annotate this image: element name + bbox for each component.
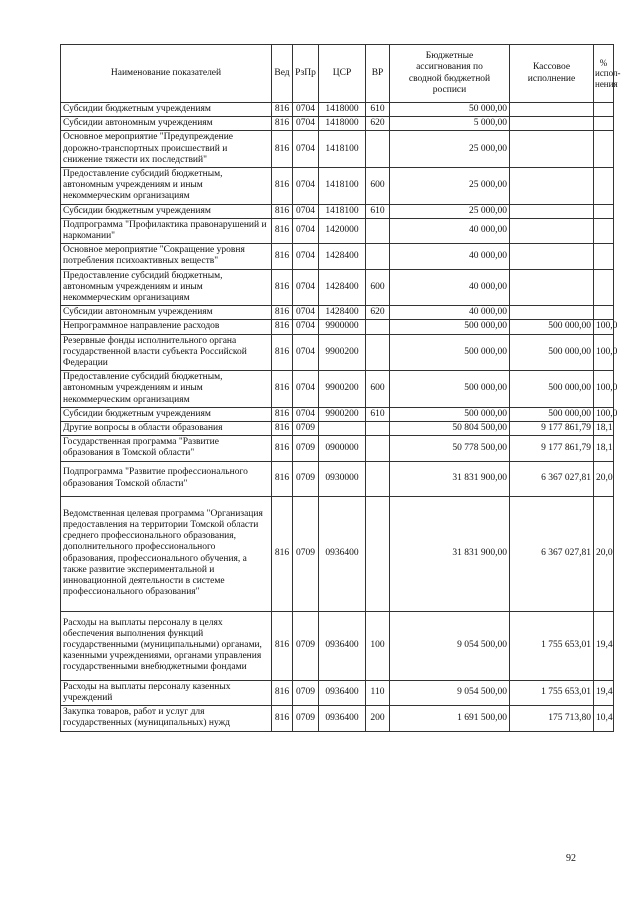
table-row	[61, 204, 614, 218]
cell-pct: 10,4	[594, 706, 614, 731]
cell-vr	[366, 422, 390, 436]
cell-cash: 6 367 027,81	[510, 496, 594, 611]
cell-name: Основное мероприятие "Сокращение уровня потребления психоактивных веществ"	[61, 244, 272, 269]
table-row	[61, 496, 614, 611]
table-row	[61, 407, 614, 421]
cell-rzpr: 0709	[293, 436, 319, 461]
cell-name: Государственная программа "Развитие образования в Томской области"	[61, 436, 272, 461]
cell-name: Другие вопросы в области образования	[61, 422, 272, 436]
cell-cash	[510, 131, 594, 168]
cell-rzpr: 0704	[293, 218, 319, 243]
cell-ved: 816	[272, 611, 293, 680]
cell-rzpr: 0709	[293, 680, 319, 705]
cell-ved: 816	[272, 680, 293, 705]
cell-budget: 25 000,00	[390, 131, 510, 168]
cell-name: Предоставление субсидий бюджетным, автономным учреждениям и иным некоммерческим организациям	[61, 168, 272, 205]
table-row	[61, 117, 614, 131]
header-row	[61, 45, 614, 103]
cell-pct	[594, 269, 614, 306]
cell-cash: 1 755 653,01	[510, 611, 594, 680]
cell-name: Основное мероприятие "Предупреждение дорожно-транспортных происшествий и снижение тяжести их последствий"	[61, 131, 272, 168]
budget-table	[60, 44, 621, 732]
cell-csr: 0936400	[319, 611, 366, 680]
cell-name: Ведомственная целевая программа "Организация предоставления на территории Томской области среднего профессионального образования, дополнительного профессионального образования, профессионального обучения, а также развитие экспериментальной и инновационной деятельности в системе профессионального образования"	[61, 496, 272, 611]
cell-cash	[510, 204, 594, 218]
cell-vr: 610	[366, 204, 390, 218]
cell-budget: 50 804 500,00	[390, 422, 510, 436]
cell-budget: 40 000,00	[390, 244, 510, 269]
cell-pct	[594, 131, 614, 168]
cell-ved: 816	[272, 461, 293, 496]
cell-csr: 1418100	[319, 168, 366, 205]
cell-name: Расходы на выплаты персоналу казенных учреждений	[61, 680, 272, 705]
table-row	[61, 168, 614, 205]
cell-csr: 0930000	[319, 461, 366, 496]
cell-cash: 500 000,00	[510, 371, 594, 408]
table-row	[61, 461, 614, 496]
cell-pct: 19,4	[594, 680, 614, 705]
cell-ved: 816	[272, 706, 293, 731]
cell-rzpr: 0704	[293, 204, 319, 218]
cell-csr: 1428400	[319, 306, 366, 320]
cell-budget: 50 778 500,00	[390, 436, 510, 461]
cell-ved: 816	[272, 204, 293, 218]
cell-cash	[510, 269, 594, 306]
cell-name: Подпрограмма "Развитие профессионального образования Томской области"	[61, 461, 272, 496]
cell-budget: 500 000,00	[390, 407, 510, 421]
cell-vr: 620	[366, 306, 390, 320]
cell-cash: 1 755 653,01	[510, 680, 594, 705]
cell-vr: 620	[366, 117, 390, 131]
cell-pct: 18,1	[594, 436, 614, 461]
cell-rzpr: 0704	[293, 306, 319, 320]
col-header-pct: % испол-нения	[594, 45, 614, 103]
cell-vr: 110	[366, 680, 390, 705]
table-row	[61, 218, 614, 243]
cell-csr: 1428400	[319, 269, 366, 306]
cell-name: Расходы на выплаты персоналу в целях обеспечения выполнения функций государственными (муниципальными) органами, казенными учреждениями, органами управления государственными внебюджетными фондами	[61, 611, 272, 680]
cell-name: Закупка товаров, работ и услуг для государственных (муниципальных) нужд	[61, 706, 272, 731]
cell-csr: 1428400	[319, 244, 366, 269]
cell-vr: 600	[366, 168, 390, 205]
cell-ved: 816	[272, 168, 293, 205]
cell-rzpr: 0704	[293, 103, 319, 117]
cell-budget: 9 054 500,00	[390, 611, 510, 680]
cell-csr: 1420000	[319, 218, 366, 243]
cell-rzpr: 0704	[293, 334, 319, 371]
cell-budget: 500 000,00	[390, 334, 510, 371]
cell-pct: 100,0	[594, 371, 614, 408]
cell-budget: 25 000,00	[390, 168, 510, 205]
cell-vr: 610	[366, 407, 390, 421]
cell-pct: 100,0	[594, 320, 614, 334]
col-header-vr: ВР	[366, 45, 390, 103]
col-header-rzpr: РзПр	[293, 45, 319, 103]
cell-csr: 1418100	[319, 204, 366, 218]
cell-cash	[510, 244, 594, 269]
cell-name: Непрограммное направление расходов	[61, 320, 272, 334]
cell-csr: 0936400	[319, 706, 366, 731]
col-header-cash: Кассовое исполнение	[510, 45, 594, 103]
cell-budget: 40 000,00	[390, 269, 510, 306]
cell-rzpr: 0704	[293, 407, 319, 421]
cell-csr: 9900200	[319, 407, 366, 421]
cell-ved: 816	[272, 103, 293, 117]
cell-ved: 816	[272, 320, 293, 334]
cell-ved: 816	[272, 371, 293, 408]
cell-csr: 0936400	[319, 496, 366, 611]
cell-csr: 1418000	[319, 117, 366, 131]
table-row	[61, 334, 614, 371]
cell-ved: 816	[272, 436, 293, 461]
cell-cash: 175 713,80	[510, 706, 594, 731]
cell-budget: 9 054 500,00	[390, 680, 510, 705]
cell-vr	[366, 461, 390, 496]
cell-budget: 1 691 500,00	[390, 706, 510, 731]
col-header-csr: ЦСР	[319, 45, 366, 103]
cell-csr: 9900200	[319, 371, 366, 408]
col-header-budget: Бюджетные ассигнования по сводной бюджетной росписи	[390, 45, 510, 103]
cell-budget: 31 831 900,00	[390, 461, 510, 496]
cell-pct: 18,1	[594, 422, 614, 436]
cell-budget: 500 000,00	[390, 320, 510, 334]
cell-name: Предоставление субсидий бюджетным, автономным учреждениям и иным некоммерческим организациям	[61, 371, 272, 408]
cell-ved: 816	[272, 334, 293, 371]
cell-name: Субсидии бюджетным учреждениям	[61, 204, 272, 218]
cell-ved: 816	[272, 269, 293, 306]
cell-cash: 500 000,00	[510, 407, 594, 421]
table-row	[61, 131, 614, 168]
cell-rzpr: 0709	[293, 496, 319, 611]
table-row	[61, 103, 614, 117]
cell-csr: 1418000	[319, 103, 366, 117]
cell-rzpr: 0709	[293, 611, 319, 680]
cell-ved: 816	[272, 131, 293, 168]
cell-budget: 31 831 900,00	[390, 496, 510, 611]
cell-cash	[510, 306, 594, 320]
cell-csr: 1418100	[319, 131, 366, 168]
cell-vr	[366, 436, 390, 461]
cell-cash: 500 000,00	[510, 320, 594, 334]
cell-pct	[594, 218, 614, 243]
cell-vr: 100	[366, 611, 390, 680]
cell-pct	[594, 244, 614, 269]
cell-vr	[366, 496, 390, 611]
cell-budget: 5 000,00	[390, 117, 510, 131]
cell-pct	[594, 103, 614, 117]
cell-name: Подпрограмма "Профилактика правонарушений и наркомании"	[61, 218, 272, 243]
cell-cash: 9 177 861,79	[510, 436, 594, 461]
cell-budget: 500 000,00	[390, 371, 510, 408]
cell-vr	[366, 218, 390, 243]
table-row	[61, 611, 614, 680]
cell-vr	[366, 334, 390, 371]
cell-cash: 9 177 861,79	[510, 422, 594, 436]
cell-ved: 816	[272, 422, 293, 436]
cell-cash: 500 000,00	[510, 334, 594, 371]
cell-vr: 610	[366, 103, 390, 117]
cell-pct	[594, 117, 614, 131]
cell-cash	[510, 168, 594, 205]
page-number: 92	[566, 853, 576, 864]
table-row	[61, 371, 614, 408]
table-row	[61, 320, 614, 334]
cell-rzpr: 0704	[293, 131, 319, 168]
cell-ved: 816	[272, 244, 293, 269]
cell-csr: 0936400	[319, 680, 366, 705]
cell-budget: 25 000,00	[390, 204, 510, 218]
cell-name: Субсидии автономным учреждениям	[61, 117, 272, 131]
cell-ved: 816	[272, 218, 293, 243]
cell-pct: 20,0	[594, 461, 614, 496]
cell-csr: 9900000	[319, 320, 366, 334]
table-row	[61, 306, 614, 320]
table-row	[61, 436, 614, 461]
cell-rzpr: 0704	[293, 269, 319, 306]
cell-name: Субсидии автономным учреждениям	[61, 306, 272, 320]
cell-budget: 40 000,00	[390, 218, 510, 243]
col-header-name: Наименование показателей	[61, 45, 272, 103]
cell-rzpr: 0704	[293, 168, 319, 205]
table-row	[61, 269, 614, 306]
cell-vr: 600	[366, 269, 390, 306]
table-row	[61, 706, 614, 731]
cell-csr: 0900000	[319, 436, 366, 461]
cell-vr: 200	[366, 706, 390, 731]
table-row	[61, 680, 614, 705]
cell-cash	[510, 218, 594, 243]
cell-cash	[510, 117, 594, 131]
cell-vr: 600	[366, 371, 390, 408]
cell-csr: 9900200	[319, 334, 366, 371]
cell-pct: 100,0	[594, 407, 614, 421]
cell-budget: 50 000,00	[390, 103, 510, 117]
cell-cash: 6 367 027,81	[510, 461, 594, 496]
cell-name: Субсидии бюджетным учреждениям	[61, 103, 272, 117]
cell-ved: 816	[272, 496, 293, 611]
cell-vr	[366, 244, 390, 269]
col-header-ved: Вед	[272, 45, 293, 103]
cell-name: Резервные фонды исполнительного органа государственной власти субъекта Российской Федерации	[61, 334, 272, 371]
cell-vr	[366, 320, 390, 334]
cell-pct: 20,0	[594, 496, 614, 611]
cell-ved: 816	[272, 117, 293, 131]
cell-cash	[510, 103, 594, 117]
cell-pct: 19,4	[594, 611, 614, 680]
cell-budget: 40 000,00	[390, 306, 510, 320]
table-row	[61, 422, 614, 436]
cell-pct: 100,0	[594, 334, 614, 371]
cell-rzpr: 0704	[293, 117, 319, 131]
table-row	[61, 244, 614, 269]
cell-pct	[594, 168, 614, 205]
cell-ved: 816	[272, 306, 293, 320]
cell-rzpr: 0709	[293, 706, 319, 731]
cell-rzpr: 0709	[293, 461, 319, 496]
cell-rzpr: 0704	[293, 244, 319, 269]
cell-pct	[594, 306, 614, 320]
cell-rzpr: 0704	[293, 371, 319, 408]
cell-csr	[319, 422, 366, 436]
cell-name: Субсидии бюджетным учреждениям	[61, 407, 272, 421]
cell-rzpr: 0709	[293, 422, 319, 436]
cell-pct	[594, 204, 614, 218]
cell-vr	[366, 131, 390, 168]
cell-ved: 816	[272, 407, 293, 421]
cell-rzpr: 0704	[293, 320, 319, 334]
cell-name: Предоставление субсидий бюджетным, автономным учреждениям и иным некоммерческим организациям	[61, 269, 272, 306]
